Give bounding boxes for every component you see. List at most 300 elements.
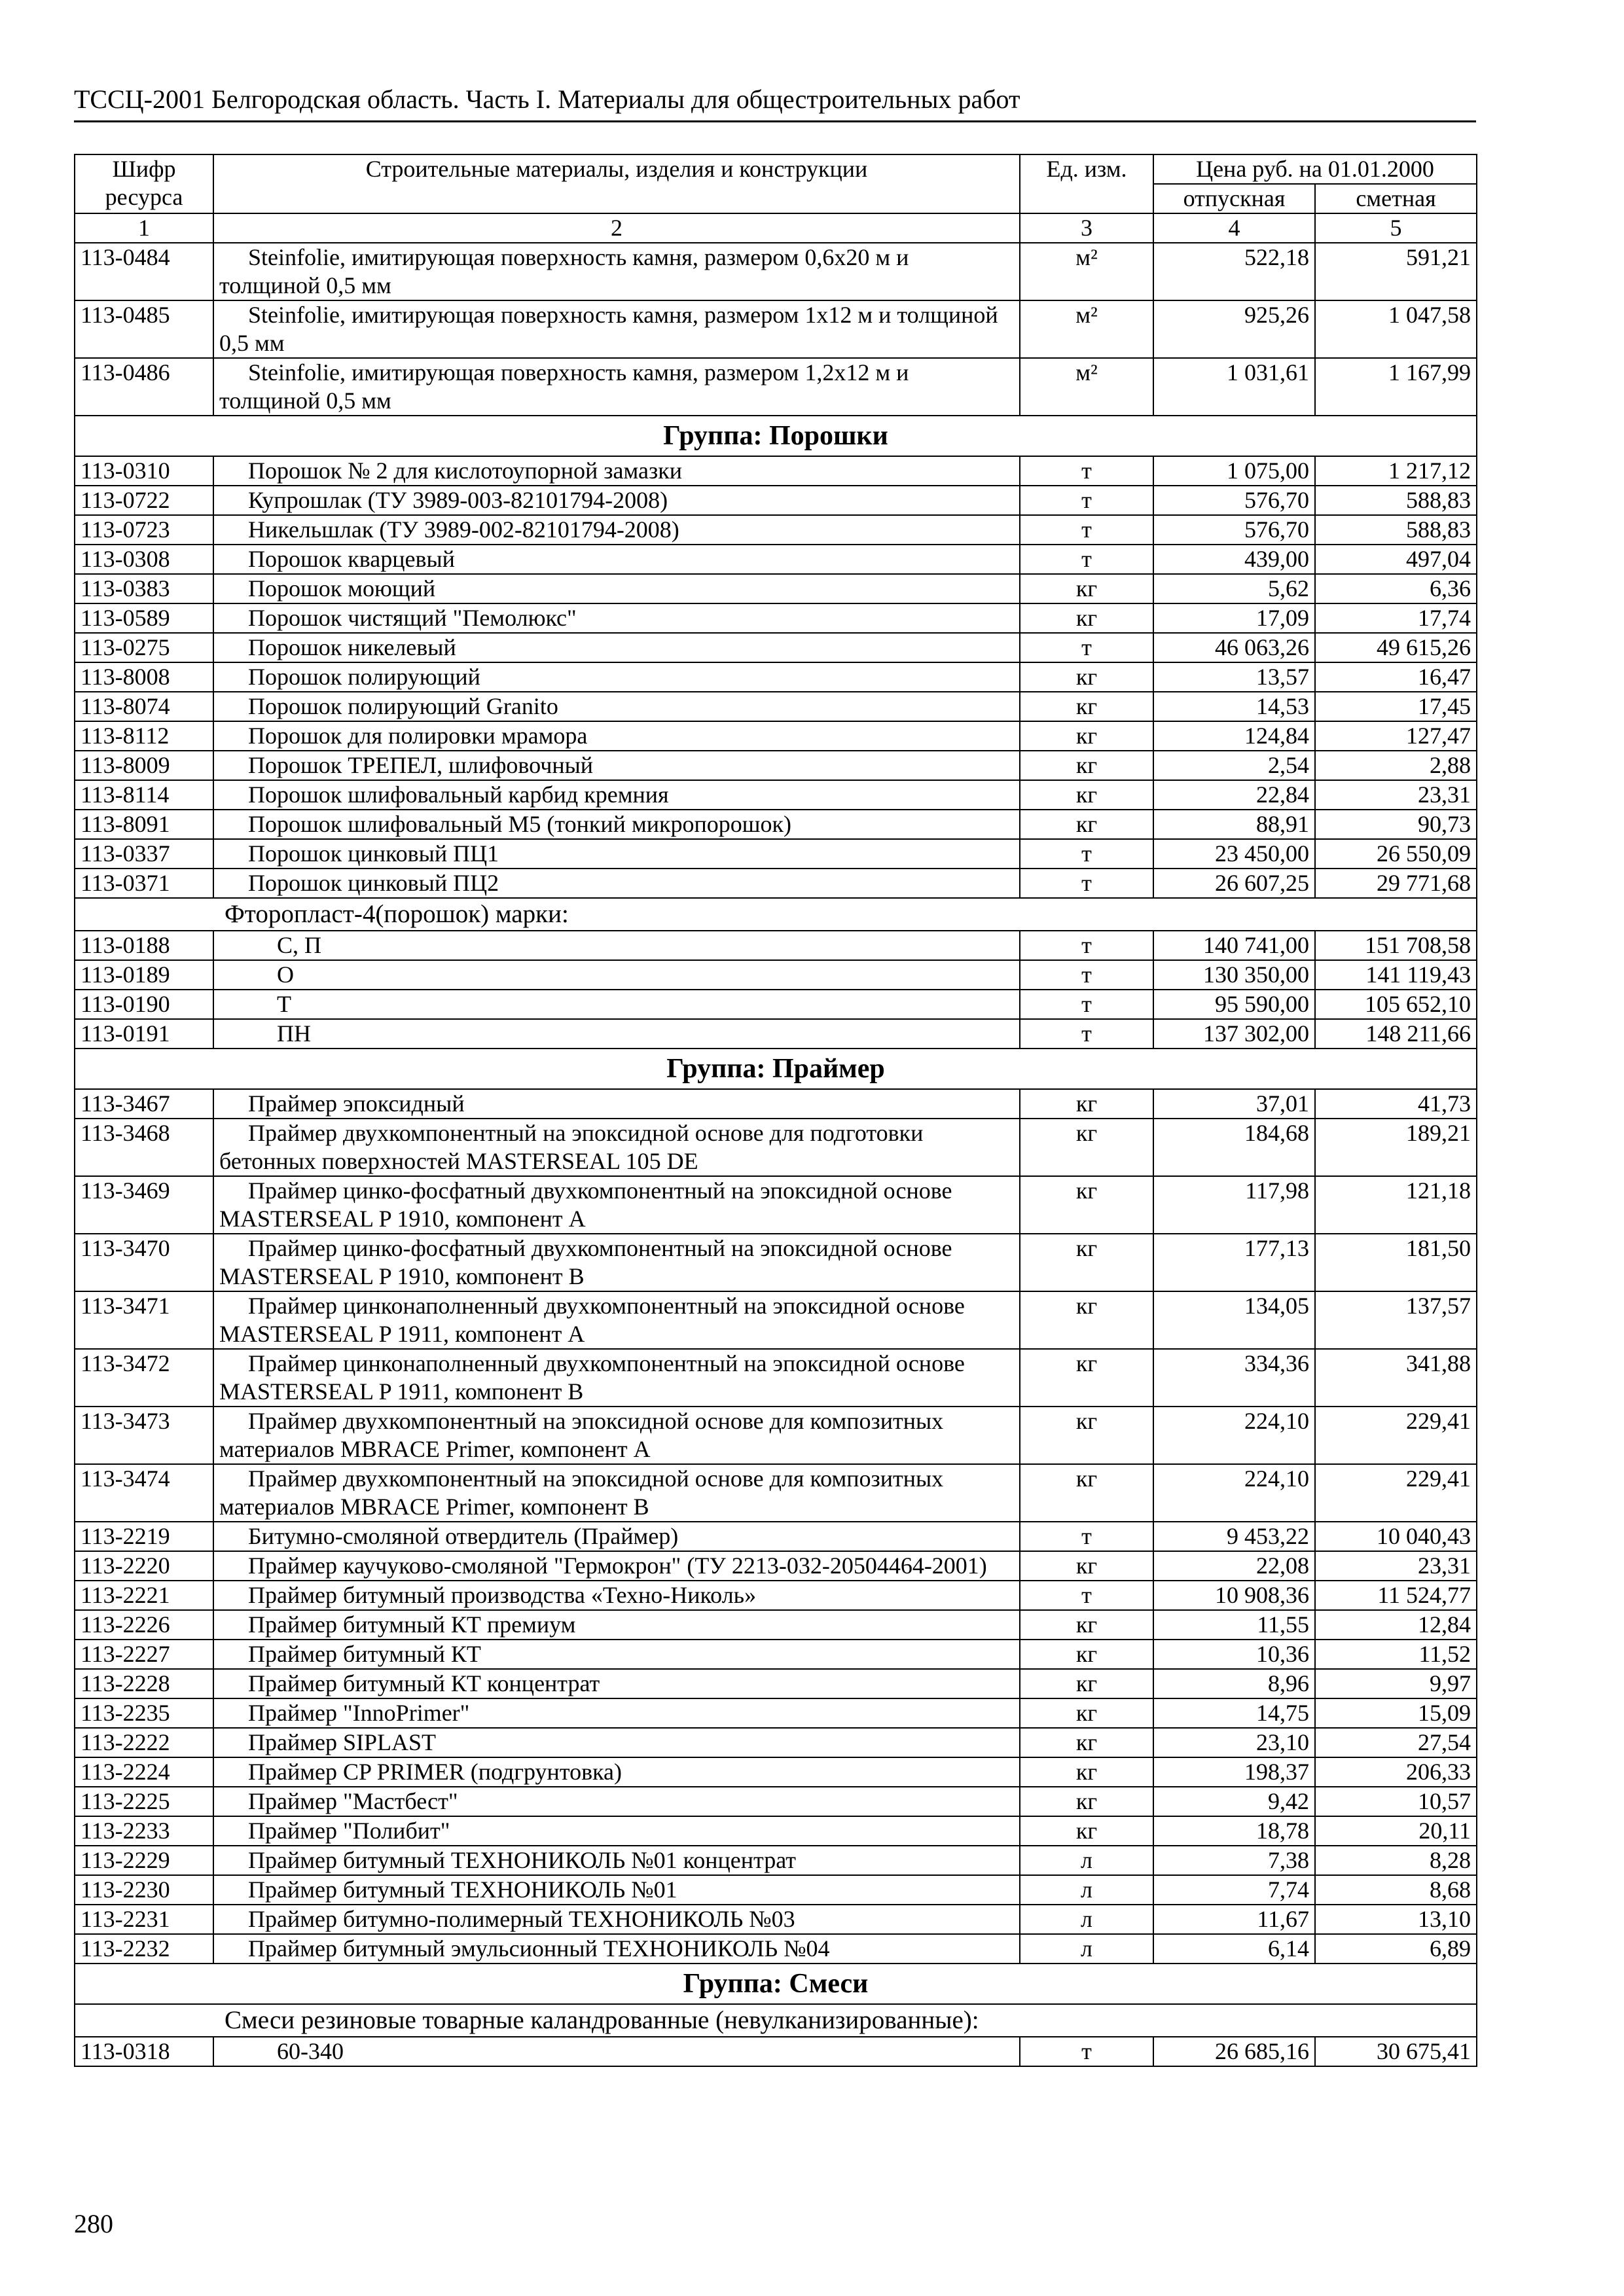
unit-cell: т: [1020, 931, 1153, 960]
material-name: Праймер цинко-фосфатный двухкомпонентный на эпоксидной основе MASTERSEAL P 1910, компонент В: [213, 1234, 1020, 1291]
resource-code: 113-3470: [75, 1234, 213, 1291]
release-price: 10,36: [1153, 1640, 1315, 1669]
resource-code: 113-0486: [75, 358, 213, 416]
release-price: 95 590,00: [1153, 990, 1315, 1019]
release-price: 13,57: [1153, 662, 1315, 692]
estimate-price: 6,89: [1315, 1934, 1477, 1964]
estimate-price: 2,88: [1315, 751, 1477, 780]
resource-code: 113-8008: [75, 662, 213, 692]
estimate-price: 229,41: [1315, 1464, 1477, 1522]
unit-cell: т: [1020, 839, 1153, 869]
release-price: 9 453,22: [1153, 1522, 1315, 1551]
material-name: Порошок кварцевый: [213, 545, 1020, 574]
resource-code: 113-3471: [75, 1291, 213, 1349]
page-header: ТССЦ-2001 Белгородская область. Часть I. Материалы для общестроительных работ: [74, 84, 1476, 122]
resource-code: 113-2231: [75, 1905, 213, 1934]
resource-code: 113-0371: [75, 869, 213, 898]
unit-cell: кг: [1020, 751, 1153, 780]
group-header-row: [75, 416, 1477, 456]
release-price: 18,78: [1153, 1816, 1315, 1846]
table-row: [75, 545, 1477, 574]
release-price: 124,84: [1153, 721, 1315, 751]
table-row: [75, 751, 1477, 780]
table-row: [75, 1669, 1477, 1698]
estimate-price: 1 167,99: [1315, 358, 1477, 416]
material-name: Праймер битумный ТЕХНОНИКОЛЬ №01 концентрат: [213, 1846, 1020, 1875]
release-price: 46 063,26: [1153, 633, 1315, 662]
table-row: [75, 1757, 1477, 1787]
estimate-price: 206,33: [1315, 1757, 1477, 1787]
col-header-code: Шифр ресурса: [75, 154, 213, 213]
col-header-estimate: сметная: [1315, 184, 1477, 213]
estimate-price: 41,73: [1315, 1089, 1477, 1119]
table-row: [75, 1551, 1477, 1581]
release-price: 224,10: [1153, 1407, 1315, 1464]
unit-cell: кг: [1020, 1728, 1153, 1757]
resource-code: 113-3474: [75, 1464, 213, 1522]
table-body: [75, 243, 1477, 2066]
price-table: [74, 154, 1477, 2067]
resource-code: 113-3469: [75, 1176, 213, 1234]
material-name: 60-340: [213, 2037, 1020, 2066]
unit-cell: т: [1020, 545, 1153, 574]
unit-cell: кг: [1020, 721, 1153, 751]
material-name: Steinfolie, имитирующая поверхность камня, размером 1,2х12 м и толщиной 0,5 мм: [213, 358, 1020, 416]
table-row: [75, 1089, 1477, 1119]
group-header-row: [75, 1964, 1477, 2004]
estimate-price: 151 708,58: [1315, 931, 1477, 960]
table-row: [75, 456, 1477, 486]
estimate-price: 30 675,41: [1315, 2037, 1477, 2066]
resource-code: 113-8074: [75, 692, 213, 721]
release-price: 11,67: [1153, 1905, 1315, 1934]
unit-cell: м²: [1020, 300, 1153, 358]
resource-code: 113-0190: [75, 990, 213, 1019]
unit-cell: кг: [1020, 1349, 1153, 1407]
material-name: Праймер каучуково-смоляной "Гермокрон" (ТУ 2213-032-20504464-2001): [213, 1551, 1020, 1581]
unit-cell: кг: [1020, 780, 1153, 810]
table-row: [75, 810, 1477, 839]
material-name: Купрошлак (ТУ 3989-003-82101794-2008): [213, 486, 1020, 515]
page-number: 280: [74, 2209, 113, 2238]
unit-cell: кг: [1020, 574, 1153, 603]
material-name: Праймер битумный КТ премиум: [213, 1610, 1020, 1640]
unit-cell: кг: [1020, 1610, 1153, 1640]
resource-code: 113-0723: [75, 515, 213, 545]
material-name: Порошок моющий: [213, 574, 1020, 603]
resource-code: 113-2225: [75, 1787, 213, 1816]
resource-code: 113-2229: [75, 1846, 213, 1875]
table-row: [75, 1349, 1477, 1407]
estimate-price: 8,68: [1315, 1875, 1477, 1905]
unit-cell: кг: [1020, 1551, 1153, 1581]
estimate-price: 10 040,43: [1315, 1522, 1477, 1551]
table-row: [75, 358, 1477, 416]
release-price: 576,70: [1153, 515, 1315, 545]
release-price: 23,10: [1153, 1728, 1315, 1757]
unit-cell: кг: [1020, 1698, 1153, 1728]
estimate-price: 26 550,09: [1315, 839, 1477, 869]
material-name: Порошок для полировки мрамора: [213, 721, 1020, 751]
estimate-price: 189,21: [1315, 1119, 1477, 1176]
estimate-price: 11,52: [1315, 1640, 1477, 1669]
unit-cell: т: [1020, 960, 1153, 990]
table-row: [75, 1522, 1477, 1551]
table-row: [75, 2037, 1477, 2066]
col-header-name: Строительные материалы, изделия и конструкции: [213, 154, 1020, 213]
table-row: [75, 1816, 1477, 1846]
release-price: 117,98: [1153, 1176, 1315, 1234]
estimate-price: 341,88: [1315, 1349, 1477, 1407]
resource-code: 113-2224: [75, 1757, 213, 1787]
unit-cell: кг: [1020, 1119, 1153, 1176]
table-row: [75, 1176, 1477, 1234]
resource-code: 113-2230: [75, 1875, 213, 1905]
unit-cell: л: [1020, 1934, 1153, 1964]
unit-cell: кг: [1020, 1640, 1153, 1669]
resource-code: 113-0310: [75, 456, 213, 486]
unit-cell: т: [1020, 515, 1153, 545]
estimate-price: 15,09: [1315, 1698, 1477, 1728]
unit-cell: кг: [1020, 1176, 1153, 1234]
release-price: 177,13: [1153, 1234, 1315, 1291]
table-row: [75, 931, 1477, 960]
subgroup-title: Смеси резиновые товарные каландрованные (невулканизированные):: [75, 2004, 1477, 2037]
resource-code: 113-3473: [75, 1407, 213, 1464]
resource-code: 113-0337: [75, 839, 213, 869]
resource-code: 113-2220: [75, 1551, 213, 1581]
table-row: [75, 1019, 1477, 1049]
table-row: [75, 1407, 1477, 1464]
table-row: [75, 1581, 1477, 1610]
unit-cell: кг: [1020, 1234, 1153, 1291]
estimate-price: 497,04: [1315, 545, 1477, 574]
estimate-price: 588,83: [1315, 515, 1477, 545]
resource-code: 113-8009: [75, 751, 213, 780]
resource-code: 113-0191: [75, 1019, 213, 1049]
unit-cell: л: [1020, 1846, 1153, 1875]
resource-code: 113-0188: [75, 931, 213, 960]
table-row: [75, 662, 1477, 692]
release-price: 576,70: [1153, 486, 1315, 515]
resource-code: 113-3468: [75, 1119, 213, 1176]
unit-cell: кг: [1020, 1407, 1153, 1464]
release-price: 9,42: [1153, 1787, 1315, 1816]
table-row: [75, 1787, 1477, 1816]
estimate-price: 17,74: [1315, 603, 1477, 633]
material-name: Праймер "Мастбест": [213, 1787, 1020, 1816]
release-price: 2,54: [1153, 751, 1315, 780]
estimate-price: 13,10: [1315, 1905, 1477, 1934]
estimate-price: 12,84: [1315, 1610, 1477, 1640]
subgroup-header-row: [75, 2004, 1477, 2037]
material-name: Steinfolie, имитирующая поверхность камня, размером 0,6х20 м и толщиной 0,5 мм: [213, 243, 1020, 300]
material-name: Праймер эпоксидный: [213, 1089, 1020, 1119]
estimate-price: 6,36: [1315, 574, 1477, 603]
unit-cell: кг: [1020, 1464, 1153, 1522]
release-price: 88,91: [1153, 810, 1315, 839]
table-row: [75, 960, 1477, 990]
group-header-row: [75, 1049, 1477, 1089]
table-row: [75, 1610, 1477, 1640]
estimate-price: 1 217,12: [1315, 456, 1477, 486]
table-row: [75, 574, 1477, 603]
col-header-unit: Ед. изм.: [1020, 154, 1153, 213]
estimate-price: 105 652,10: [1315, 990, 1477, 1019]
release-price: 1 075,00: [1153, 456, 1315, 486]
material-name: Порошок цинковый ПЦ1: [213, 839, 1020, 869]
table-row: [75, 721, 1477, 751]
estimate-price: 8,28: [1315, 1846, 1477, 1875]
unit-cell: кг: [1020, 603, 1153, 633]
estimate-price: 27,54: [1315, 1728, 1477, 1757]
material-name: Порошок № 2 для кислотоупорной замазки: [213, 456, 1020, 486]
table-row: [75, 1291, 1477, 1349]
resource-code: 113-3472: [75, 1349, 213, 1407]
release-price: 522,18: [1153, 243, 1315, 300]
table-row: [75, 990, 1477, 1019]
estimate-price: 29 771,68: [1315, 869, 1477, 898]
estimate-price: 229,41: [1315, 1407, 1477, 1464]
estimate-price: 20,11: [1315, 1816, 1477, 1846]
release-price: 26 685,16: [1153, 2037, 1315, 2066]
resource-code: 113-2232: [75, 1934, 213, 1964]
table-row: [75, 1464, 1477, 1522]
estimate-price: 9,97: [1315, 1669, 1477, 1698]
material-name: Никельшлак (ТУ 3989-002-82101794-2008): [213, 515, 1020, 545]
release-price: 37,01: [1153, 1089, 1315, 1119]
material-name: Праймер цинконаполненный двухкомпонентный на эпоксидной основе MASTERSEAL P 1911, компонент В: [213, 1349, 1020, 1407]
release-price: 22,84: [1153, 780, 1315, 810]
material-name: Праймер битумный КТ концентрат: [213, 1669, 1020, 1698]
release-price: 198,37: [1153, 1757, 1315, 1787]
resource-code: 113-0318: [75, 2037, 213, 2066]
estimate-price: 1 047,58: [1315, 300, 1477, 358]
unit-cell: кг: [1020, 1291, 1153, 1349]
material-name: Битумно-смоляной отвердитель (Праймер): [213, 1522, 1020, 1551]
group-title: Группа: Праймер: [75, 1049, 1477, 1089]
unit-cell: т: [1020, 456, 1153, 486]
material-name: Порошок цинковый ПЦ2: [213, 869, 1020, 898]
table-row: [75, 243, 1477, 300]
material-name: Праймер CP PRIMER (подгрунтовка): [213, 1757, 1020, 1787]
resource-code: 113-2219: [75, 1522, 213, 1551]
release-price: 23 450,00: [1153, 839, 1315, 869]
col-number: 3: [1020, 213, 1153, 243]
unit-cell: м²: [1020, 243, 1153, 300]
table-row: [75, 633, 1477, 662]
resource-code: 113-2235: [75, 1698, 213, 1728]
release-price: 14,75: [1153, 1698, 1315, 1728]
release-price: 184,68: [1153, 1119, 1315, 1176]
table-row: [75, 1905, 1477, 1934]
col-number: 4: [1153, 213, 1315, 243]
resource-code: 113-0189: [75, 960, 213, 990]
unit-cell: кг: [1020, 1669, 1153, 1698]
unit-cell: т: [1020, 869, 1153, 898]
subgroup-title: Фторопласт-4(порошок) марки:: [75, 898, 1477, 931]
resource-code: 113-8112: [75, 721, 213, 751]
group-title: Группа: Смеси: [75, 1964, 1477, 2004]
estimate-price: 23,31: [1315, 780, 1477, 810]
release-price: 140 741,00: [1153, 931, 1315, 960]
material-name: Порошок шлифовальный карбид кремния: [213, 780, 1020, 810]
release-price: 5,62: [1153, 574, 1315, 603]
material-name: Порошок никелевый: [213, 633, 1020, 662]
resource-code: 113-2227: [75, 1640, 213, 1669]
unit-cell: т: [1020, 1581, 1153, 1610]
resource-code: 113-2228: [75, 1669, 213, 1698]
table-row: [75, 839, 1477, 869]
material-name: Порошок шлифовальный М5 (тонкий микропорошок): [213, 810, 1020, 839]
release-price: 14,53: [1153, 692, 1315, 721]
estimate-price: 90,73: [1315, 810, 1477, 839]
release-price: 134,05: [1153, 1291, 1315, 1349]
material-name: Порошок чистящий "Пемолюкс": [213, 603, 1020, 633]
table-row: [75, 1875, 1477, 1905]
material-name: ПН: [213, 1019, 1020, 1049]
subgroup-header-row: [75, 898, 1477, 931]
material-name: Праймер битумный КТ: [213, 1640, 1020, 1669]
resource-code: 113-0722: [75, 486, 213, 515]
unit-cell: т: [1020, 2037, 1153, 2066]
estimate-price: 11 524,77: [1315, 1581, 1477, 1610]
material-name: Порошок ТРЕПЕЛ, шлифовочный: [213, 751, 1020, 780]
release-price: 439,00: [1153, 545, 1315, 574]
release-price: 137 302,00: [1153, 1019, 1315, 1049]
material-name: Праймер двухкомпонентный на эпоксидной основе для композитных материалов MBRACE Primer, компонент В: [213, 1464, 1020, 1522]
estimate-price: 148 211,66: [1315, 1019, 1477, 1049]
material-name: Праймер битумный производства «Техно-Николь»: [213, 1581, 1020, 1610]
material-name: Праймер двухкомпонентный на эпоксидной основе для композитных материалов MBRACE Primer, компонент А: [213, 1407, 1020, 1464]
unit-cell: л: [1020, 1905, 1153, 1934]
release-price: 6,14: [1153, 1934, 1315, 1964]
release-price: 7,38: [1153, 1846, 1315, 1875]
material-name: Steinfolie, имитирующая поверхность камня, размером 1х12 м и толщиной 0,5 мм: [213, 300, 1020, 358]
release-price: 130 350,00: [1153, 960, 1315, 990]
estimate-price: 141 119,43: [1315, 960, 1477, 990]
release-price: 26 607,25: [1153, 869, 1315, 898]
col-header-release: отпускная: [1153, 184, 1315, 213]
unit-cell: кг: [1020, 662, 1153, 692]
unit-cell: кг: [1020, 692, 1153, 721]
material-name: Порошок полирующий: [213, 662, 1020, 692]
unit-cell: кг: [1020, 1816, 1153, 1846]
table-row: [75, 1698, 1477, 1728]
resource-code: 113-8114: [75, 780, 213, 810]
release-price: 1 031,61: [1153, 358, 1315, 416]
release-price: 17,09: [1153, 603, 1315, 633]
material-name: О: [213, 960, 1020, 990]
table-row: [75, 1934, 1477, 1964]
col-number: 5: [1315, 213, 1477, 243]
table-row: [75, 1846, 1477, 1875]
material-name: Праймер SIPLAST: [213, 1728, 1020, 1757]
resource-code: 113-0383: [75, 574, 213, 603]
release-price: 10 908,36: [1153, 1581, 1315, 1610]
material-name: С, П: [213, 931, 1020, 960]
table-row: [75, 515, 1477, 545]
material-name: Праймер цинко-фосфатный двухкомпонентный на эпоксидной основе MASTERSEAL P 1910, компонент А: [213, 1176, 1020, 1234]
release-price: 925,26: [1153, 300, 1315, 358]
estimate-price: 127,47: [1315, 721, 1477, 751]
unit-cell: т: [1020, 486, 1153, 515]
estimate-price: 10,57: [1315, 1787, 1477, 1816]
release-price: 22,08: [1153, 1551, 1315, 1581]
group-title: Группа: Порошки: [75, 416, 1477, 456]
material-name: Праймер двухкомпонентный на эпоксидной основе для подготовки бетонных поверхностей MASTERSEAL 105 DE: [213, 1119, 1020, 1176]
resource-code: 113-0485: [75, 300, 213, 358]
estimate-price: 137,57: [1315, 1291, 1477, 1349]
release-price: 7,74: [1153, 1875, 1315, 1905]
unit-cell: л: [1020, 1875, 1153, 1905]
table-row: [75, 869, 1477, 898]
table-row: [75, 300, 1477, 358]
material-name: Праймер битумный эмульсионный ТЕХНОНИКОЛЬ №04: [213, 1934, 1020, 1964]
table-row: [75, 1234, 1477, 1291]
material-name: Праймер битумный ТЕХНОНИКОЛЬ №01: [213, 1875, 1020, 1905]
unit-cell: т: [1020, 1019, 1153, 1049]
unit-cell: м²: [1020, 358, 1153, 416]
material-name: Порошок полирующий Granito: [213, 692, 1020, 721]
table-row: [75, 1728, 1477, 1757]
release-price: 224,10: [1153, 1464, 1315, 1522]
col-header-price: Цена руб. на 01.01.2000: [1153, 154, 1477, 184]
resource-code: 113-0589: [75, 603, 213, 633]
material-name: Праймер "InnoPrimer": [213, 1698, 1020, 1728]
resource-code: 113-0275: [75, 633, 213, 662]
table-row: [75, 486, 1477, 515]
material-name: Праймер цинконаполненный двухкомпонентный на эпоксидной основе MASTERSEAL P 1911, компонент А: [213, 1291, 1020, 1349]
estimate-price: 591,21: [1315, 243, 1477, 300]
resource-code: 113-8091: [75, 810, 213, 839]
estimate-price: 17,45: [1315, 692, 1477, 721]
unit-cell: кг: [1020, 810, 1153, 839]
estimate-price: 23,31: [1315, 1551, 1477, 1581]
table-row: [75, 1119, 1477, 1176]
table-row: [75, 603, 1477, 633]
table-row: [75, 692, 1477, 721]
resource-code: 113-2226: [75, 1610, 213, 1640]
resource-code: 113-2221: [75, 1581, 213, 1610]
unit-cell: т: [1020, 1522, 1153, 1551]
col-number: 1: [75, 213, 213, 243]
resource-code: 113-2233: [75, 1816, 213, 1846]
unit-cell: кг: [1020, 1089, 1153, 1119]
estimate-price: 181,50: [1315, 1234, 1477, 1291]
estimate-price: 121,18: [1315, 1176, 1477, 1234]
unit-cell: т: [1020, 633, 1153, 662]
estimate-price: 49 615,26: [1315, 633, 1477, 662]
estimate-price: 16,47: [1315, 662, 1477, 692]
resource-code: 113-0308: [75, 545, 213, 574]
resource-code: 113-0484: [75, 243, 213, 300]
col-number: 2: [213, 213, 1020, 243]
resource-code: 113-2222: [75, 1728, 213, 1757]
table-row: [75, 780, 1477, 810]
release-price: 11,55: [1153, 1610, 1315, 1640]
release-price: 8,96: [1153, 1669, 1315, 1698]
release-price: 334,36: [1153, 1349, 1315, 1407]
table-row: [75, 1640, 1477, 1669]
unit-cell: кг: [1020, 1787, 1153, 1816]
material-name: Праймер "Полибит": [213, 1816, 1020, 1846]
unit-cell: т: [1020, 990, 1153, 1019]
unit-cell: кг: [1020, 1757, 1153, 1787]
material-name: Праймер битумно-полимерный ТЕХНОНИКОЛЬ №03: [213, 1905, 1020, 1934]
estimate-price: 588,83: [1315, 486, 1477, 515]
material-name: Т: [213, 990, 1020, 1019]
